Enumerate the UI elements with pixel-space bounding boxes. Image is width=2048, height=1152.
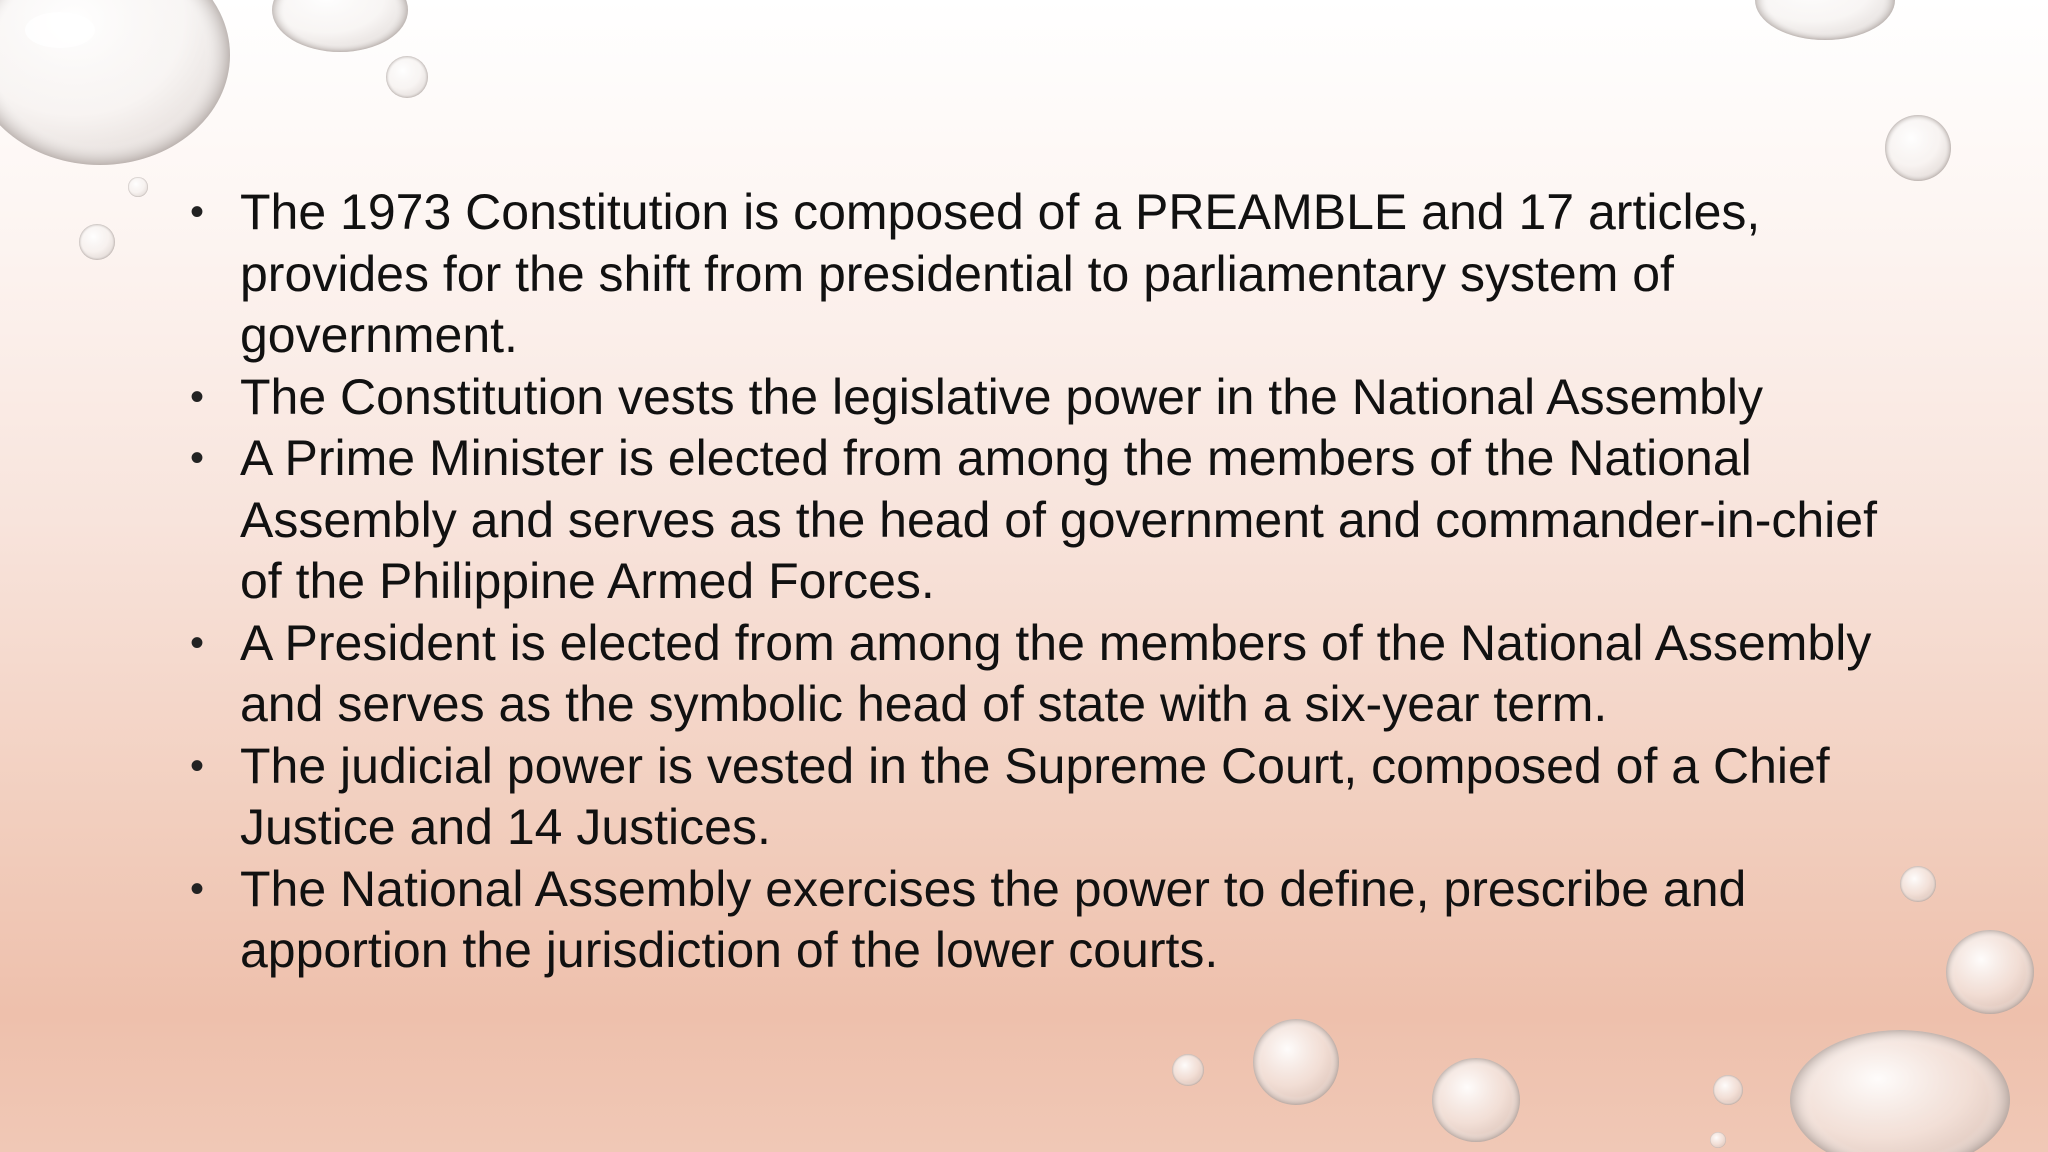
bullet-item [190,613,1910,736]
bullet-glyph: • [190,374,205,419]
droplet-top-left-small [386,56,428,98]
droplet-bottom-right-small [1713,1075,1743,1105]
droplet-left-tiny [128,177,148,197]
bullet-item [190,859,1910,982]
bullet-text: The Constitution vests the legislative power in the National Assembly [240,368,1763,425]
bullet-glyph: • [190,866,205,911]
bullet-text: The 1973 Constitution is composed of a PREAMBLE and 17 articles, provides for the shift from presidential to parliamentary system of government. [240,184,1761,363]
droplet-right-upper [1885,115,1951,181]
bullet-item [190,736,1910,859]
droplet-bottom-mid [1253,1019,1339,1105]
bullet-item [190,367,1910,429]
bullet-text: The judicial power is vested in the Supreme Court, composed of a Chief Justice and 14 Justices. [240,737,1830,855]
slide-content [190,182,1910,982]
droplet-top-left-large [0,0,230,165]
bullet-text: The National Assembly exercises the power to define, prescribe and apportion the jurisdiction of the lower courts. [240,860,1747,978]
droplet-bottom-mid-tiny [1172,1054,1204,1086]
droplet-left-small [79,224,115,260]
bullet-glyph: • [190,190,205,234]
droplet-bottom-right-large [1790,1030,2010,1152]
bullet-text: A President is elected from among the members of the National Assembly and serves as the symbolic head of state with a six-year term. [240,614,1872,732]
bullet-glyph: • [190,436,205,480]
bullet-text: A Prime Minister is elected from among the members of the National Assembly and serves as the head of government and commander-in-chief of the Philippine Armed Forces. [240,430,1877,609]
bullet-item [190,182,1910,367]
bullet-list [190,182,1910,982]
droplet-bottom-right-tiny [1710,1132,1726,1148]
droplet-top-right [1755,0,1895,40]
droplet-top-left-oval [272,0,408,52]
droplet-right-lower-oval [1946,930,2034,1014]
bullet-glyph: • [190,620,205,665]
droplet-bottom-mid-right [1432,1058,1520,1142]
bullet-glyph: • [190,743,205,788]
bullet-item [190,428,1910,613]
